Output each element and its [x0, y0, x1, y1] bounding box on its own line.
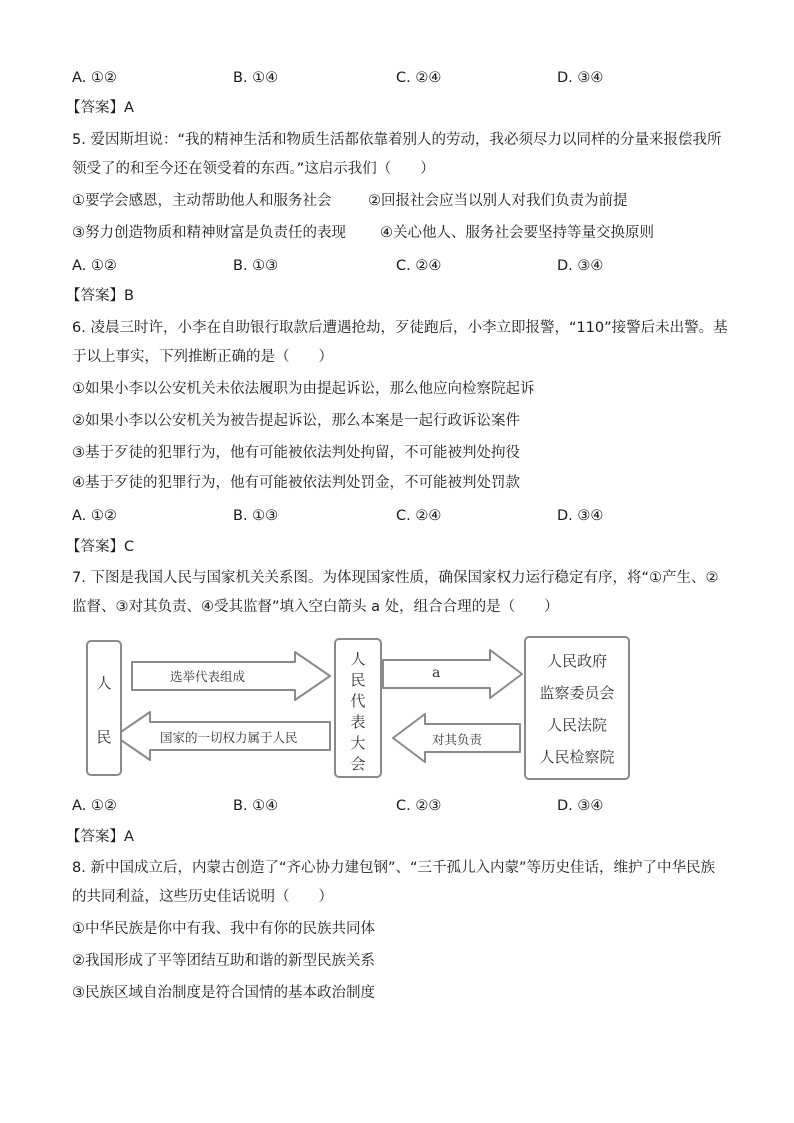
q8-stem-line1: 8. 新中国成立后，内蒙古创造了“齐心协力建包钢”、“三千孤儿入内蒙”等历史佳话，维护了中华民族 [72, 860, 715, 876]
organ-court: 人民法院 [546, 716, 607, 734]
q7-option-b: B. ①④ [233, 798, 279, 814]
q7-answer: 【答案】A [66, 829, 134, 845]
q4-answer: 【答案】A [66, 100, 134, 116]
q6-stem-line2: 于以上事实，下列推断正确的是（ ） [72, 349, 333, 365]
q6-answer: 【答案】C [66, 539, 135, 555]
congress-char-3: 代 [350, 692, 366, 710]
q5-stem-line1: 5. 爱因斯坦说：“我的精神生活和物质生活都依靠着别人的劳动，我必须尽力以同样的分量来报偿我所 [72, 132, 722, 148]
q7-stem-line1: 7. 下图是我国人民与国家机关关系图。为体现国家性质，确保国家权力运行稳定有序，将“①产生、② [72, 570, 719, 586]
q8-stem-line2: 的共同利益，这些历史佳话说明（ ） [72, 889, 333, 905]
q6-option-a: A. ①② [72, 508, 117, 524]
congress-char-1: 人 [350, 650, 366, 668]
q6-stem-line1: 6. 凌晨三时许，小李在自助银行取款后遭遇抢劫，歹徒跑后，小李立即报警，“110”接警后未出警。基 [72, 320, 728, 336]
q6-statement-4: ④基于歹徒的犯罪行为，他有可能被依法判处罚金，不可能被判处罚款 [72, 475, 520, 491]
arrow-label-elect: 选举代表组成 [170, 669, 246, 684]
q5-option-c: C. ②④ [396, 258, 442, 274]
people-char-2: 民 [96, 728, 112, 746]
organ-government: 人民政府 [546, 652, 607, 670]
q4-option-d: D. ③④ [557, 70, 604, 86]
q5-statement-4: ④关心他人、服务社会要坚持等量交换原则 [380, 225, 654, 241]
congress-char-6: 会 [350, 755, 366, 773]
q7-option-c: C. ②③ [396, 798, 442, 814]
q4-option-b: B. ①④ [233, 70, 279, 86]
q4-option-c: C. ②④ [396, 70, 442, 86]
q6-statement-1: ①如果小李以公安机关未依法履职为由提起诉讼，那么他应向检察院起诉 [72, 381, 535, 397]
q5-statement-3: ③努力创造物质和精神财富是负责任的表现 [72, 225, 346, 241]
arrow-a [383, 650, 522, 698]
state-organs-box [524, 636, 630, 780]
q7-stem-line2: 监督、③对其负责、④受其监督”填入空白箭头 a 处，组合合理的是（ ） [72, 599, 559, 615]
q8-statement-1: ①中华民族是你中有我、我中有你的民族共同体 [72, 921, 375, 937]
q8-statement-3: ③民族区域自治制度是符合国情的基本政治制度 [72, 985, 375, 1001]
congress-char-5: 大 [350, 734, 366, 752]
q8-statement-2: ②我国形成了平等团结互助和谐的新型民族关系 [72, 953, 375, 969]
people-char-1: 人 [96, 674, 112, 692]
people-box [86, 640, 122, 776]
congress-char-2: 民 [350, 671, 366, 689]
arrow-label-responsible: 对其负责 [432, 732, 483, 747]
q7-option-d: D. ③④ [557, 798, 604, 814]
q6-option-d: D. ③④ [557, 508, 604, 524]
organ-procuratorate: 人民检察院 [539, 748, 615, 766]
q7-option-a: A. ①② [72, 798, 117, 814]
q5-stem-line2: 领受了的和至今还在领受着的东西。”这启示我们（ ） [72, 161, 435, 177]
q6-option-c: C. ②④ [396, 508, 442, 524]
q5-statement-1: ①要学会感恩，主动帮助他人和服务社会 [72, 193, 332, 209]
q5-statement-2: ②回报社会应当以别人对我们负责为前提 [368, 193, 628, 209]
congress-box [334, 638, 382, 778]
relationship-diagram [80, 632, 632, 780]
q5-option-a: A. ①② [72, 258, 117, 274]
congress-char-4: 表 [350, 713, 366, 731]
arrow-label-power: 国家的一切权力属于人民 [160, 730, 298, 745]
q5-answer: 【答案】B [66, 288, 134, 304]
q6-statement-3: ③基于歹徒的犯罪行为，他有可能被依法判处拘留，不可能被判处拘役 [72, 445, 520, 461]
q6-statement-2: ②如果小李以公安机关为被告提起诉讼，那么本案是一起行政诉讼案件 [72, 413, 520, 429]
q5-option-b: B. ①③ [233, 258, 279, 274]
q4-option-a: A. ①② [72, 70, 117, 86]
q6-option-b: B. ①③ [233, 508, 279, 524]
q5-option-d: D. ③④ [557, 258, 604, 274]
organ-supervisory-commission: 监察委员会 [539, 684, 615, 702]
arrow-label-a: a [432, 665, 441, 681]
